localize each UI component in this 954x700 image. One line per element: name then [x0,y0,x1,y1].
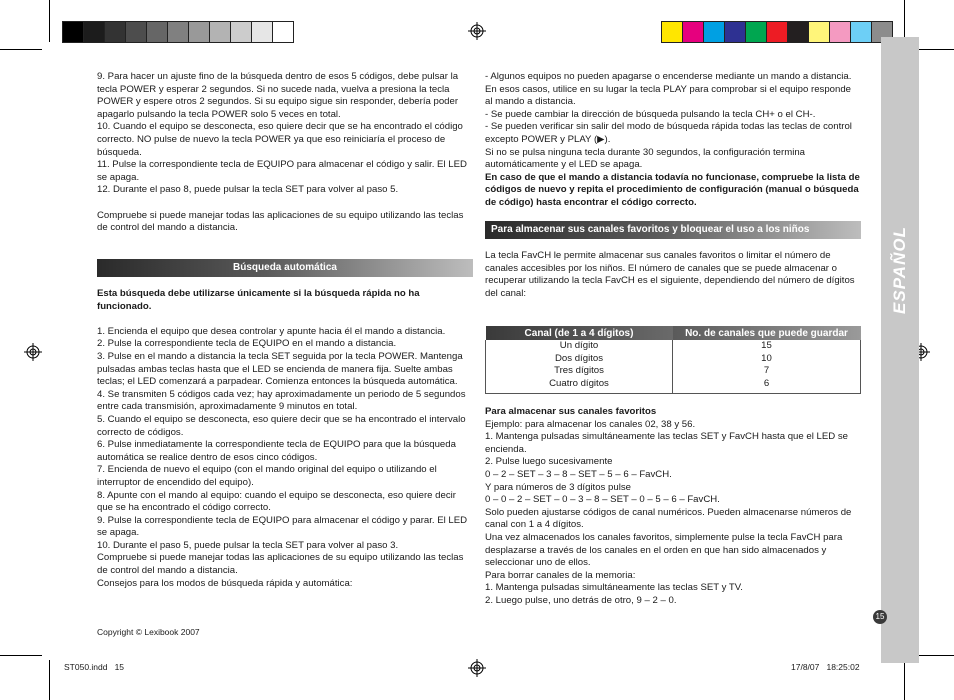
store-line: 1. Mantenga pulsadas simultáneamente las teclas SET y TV. [485,582,743,594]
color-swatch [62,21,84,43]
paragraph: Compruebe si puede manejar todas las aplicaciones de su equipo utilizando las teclas de control del mando a distancia. [97,209,464,234]
table-row [486,365,861,378]
registration-mark-icon [24,343,42,361]
color-swatch [188,21,210,43]
page-number-badge [873,610,887,624]
section-header-auto-search [97,259,473,277]
step: 6. Pulse inmediatamente la correspondiente tecla de EQUIPO para que la búsqueda automática se realice dentro de esos cinco códigos. [97,439,456,463]
favorites-intro: La tecla FavCH le permite almacenar sus canales favoritos o limitar el número de canales accesibles por los niños. El número de canales que se puede almacenar o recuperar utilizando la tecla FavCH es el siguiente, dependiendo del número de dígitos del canal: [485,250,855,299]
warning-text: Esta búsqueda debe utilizarse únicamente si la búsqueda rápida no ha funcionado. [97,288,420,312]
tip: - Se pueden verificar sin salir del modo de búsqueda rápida todas las teclas de control excepto POWER y PLAY (▶). [485,121,852,145]
color-swatch [724,21,746,43]
color-swatch [209,21,231,43]
step: 3. Pulse en el mando a distancia la tecla SET seguida por la tecla POWER. Mantenga pulsadas ambas teclas hasta que el LED se encienda de manera fija. Suelte ambas teclas; el LED comenzará a parpadear. Comienza entonces la búsqueda automática. [97,350,463,388]
color-swatch [682,21,704,43]
table-row [486,340,861,353]
color-swatch [125,21,147,43]
color-swatch [661,21,683,43]
store-line: 0 – 2 – SET – 3 – 8 – SET – 5 – 6 – FavCH. [485,468,672,480]
tip: - Se puede cambiar la dirección de búsqueda pulsando la tecla CH+ o el CH-. [485,108,816,120]
footer-date: 17/8/07 [791,662,820,672]
color-swatch [272,21,294,43]
paragraph: 11. Pulse la correspondiente tecla de EQUIPO para almacenar el código y salir. El LED se apaga. [97,159,467,183]
color-swatch [766,21,788,43]
tip-bold: En caso de que el mando a distancia todavía no funcionase, compruebe la lista de códigos de nuevo y repita el procedimiento de configuración (manual o búsqueda de código) hasta encontrar el código correcto. [485,171,860,208]
color-swatch [251,21,273,43]
table-cell: Un dígito [486,340,673,353]
table-cell: Tres dígitos [486,365,673,378]
store-line: 2. Pulse luego sucesivamente [485,456,613,468]
table-header: No. de canales que puede guardar [673,326,861,340]
paragraph: 12. Durante el paso 8, puede pulsar la tecla SET para volver al paso 5. [97,184,399,196]
file-page: 15 [114,662,125,672]
registration-mark-icon [468,22,486,40]
footer-time: 18:25:02 [826,662,860,672]
language-tab-label: ESPAÑOL [890,226,909,314]
footer-file-info [64,662,124,672]
crop-mark [49,0,50,42]
crop-mark [904,660,905,700]
language-side-tab [881,37,919,663]
color-swatch [808,21,830,43]
color-swatch [829,21,851,43]
store-line: 2. Luego pulse, uno detrás de otro, 9 – 2 – 0. [485,594,677,606]
crop-mark [0,49,42,50]
right-column-tips [485,71,861,210]
table-cell: 6 [673,378,861,394]
store-line: Una vez almacenados los canales favoritos, simplemente pulse la tecla FavCH para desplazarse a través de los canales en el orden en que han sido almacenados y seleccionar uno de ellos. [485,531,843,569]
table-row [486,378,861,394]
store-title: Para almacenar sus canales favoritos [485,406,657,417]
paragraph: 10. Cuando el equipo se desconecta, eso quiere decir que se ha encontrado el código correcto. NO pulse de nuevo la tecla POWER ya que eso reiniciaría el proceso de búsqueda. [97,121,463,158]
step: 5. Cuando el equipo se desconecta, eso quiere decir que se ha encontrado el intervalo correcto de códigos. [97,413,466,438]
channel-table [485,326,861,394]
section-title: Búsqueda automática [233,262,337,273]
color-swatch [146,21,168,43]
table-cell: 15 [673,340,861,353]
auto-search-body [97,288,473,590]
crop-mark [0,655,42,656]
table-cell: 7 [673,365,861,378]
step: 2. Pulse la correspondiente tecla de EQUIPO en el mando a distancia. [97,338,397,350]
store-line: Ejemplo: para almacenar los canales 02, 38 y 56. [485,418,696,430]
table-cell: Cuatro dígitos [486,378,673,394]
color-swatch [230,21,252,43]
registration-mark-icon [468,659,486,677]
color-swatch [703,21,725,43]
left-column [97,71,473,235]
step: Consejos para los modos de búsqueda rápida y automática: [97,577,353,589]
paragraph: 9. Para hacer un ajuste fino de la búsqueda dentro de esos 5 códigos, debe pulsar la tecla POWER y esperar 2 segundos. Si no sucede nada, vuelva a presiona la tecla POWER y espere otros 2 segundos. Si su equipo sigue sin responder, debería poder apagarlo pulsando la tecla POWER solo 5 veces en total. [97,71,459,120]
table-cell: Dos dígitos [486,353,673,366]
section-title: Para almacenar sus canales favoritos y bloquear el uso a los niños [491,224,810,235]
color-swatch [850,21,872,43]
copyright: Copyright © Lexibook 2007 [97,627,200,637]
crop-mark [49,660,50,700]
table-cell: 10 [673,353,861,366]
color-swatch [745,21,767,43]
table-row [486,353,861,366]
step: 1. Encienda el equipo que desea controlar y apunte hacia él el mando a distancia. [97,325,446,337]
page-number: 15 [875,612,885,621]
color-swatch [83,21,105,43]
store-line: 0 – 0 – 2 – SET – 0 – 3 – 8 – SET – 0 – 5 – 6 – FavCH. [485,494,720,506]
color-swatch [104,21,126,43]
color-swatch [167,21,189,43]
crop-mark [904,0,905,42]
store-favorites [485,406,861,608]
store-line: 1. Mantenga pulsadas simultáneamente las teclas SET y FavCH hasta que el LED se encienda. [485,431,848,455]
table-header: Canal (de 1 a 4 dígitos) [486,326,673,340]
store-line: Solo pueden ajustarse códigos de canal numéricos. Pueden almacenarse números de canal con 1 a 4 dígitos. [485,506,852,531]
store-line: Para borrar canales de la memoria: [485,569,636,581]
step: 9. Pulse la correspondiente tecla de EQUIPO para almacenar el código y parar. El LED se apaga. [97,514,468,539]
step: Compruebe si puede manejar todas las aplicaciones de su equipo utilizando las teclas de control del mando a distancia. [97,552,464,577]
section-header-favorites [485,221,861,239]
color-swatch [787,21,809,43]
step: 4. Se transmiten 5 códigos cada vez; hay aproximadamente un periodo de 5 segundos entre cada transmisión, aproximadamente 9 minutos en total. [97,388,466,413]
step: 8. Apunte con el mando al equipo: cuando el equipo se desconecta, eso quiere decir que se ha encontrado el código correcto. [97,489,456,514]
step: 7. Encienda de nuevo el equipo (con el mando original del equipo o utilizando el interruptor de encendido del equipo). [97,464,437,488]
file-name: ST050.indd [64,662,108,672]
tip: - Algunos equipos no pueden apagarse o encenderse mediante un mando a distancia. En esos casos, utilice en su lugar la tecla PLAY para comprobar si el equipo responde al mando a distancia. [485,71,852,108]
footer-timestamp [791,662,860,672]
store-line: Y para números de 3 dígitos pulse [485,481,631,493]
step: 10. Durante el paso 5, puede pulsar la tecla SET para volver al paso 3. [97,539,399,551]
tip: Si no se pulsa ninguna tecla durante 30 segundos, la configuración termina automáticamente y el LED se apaga. [485,146,806,171]
